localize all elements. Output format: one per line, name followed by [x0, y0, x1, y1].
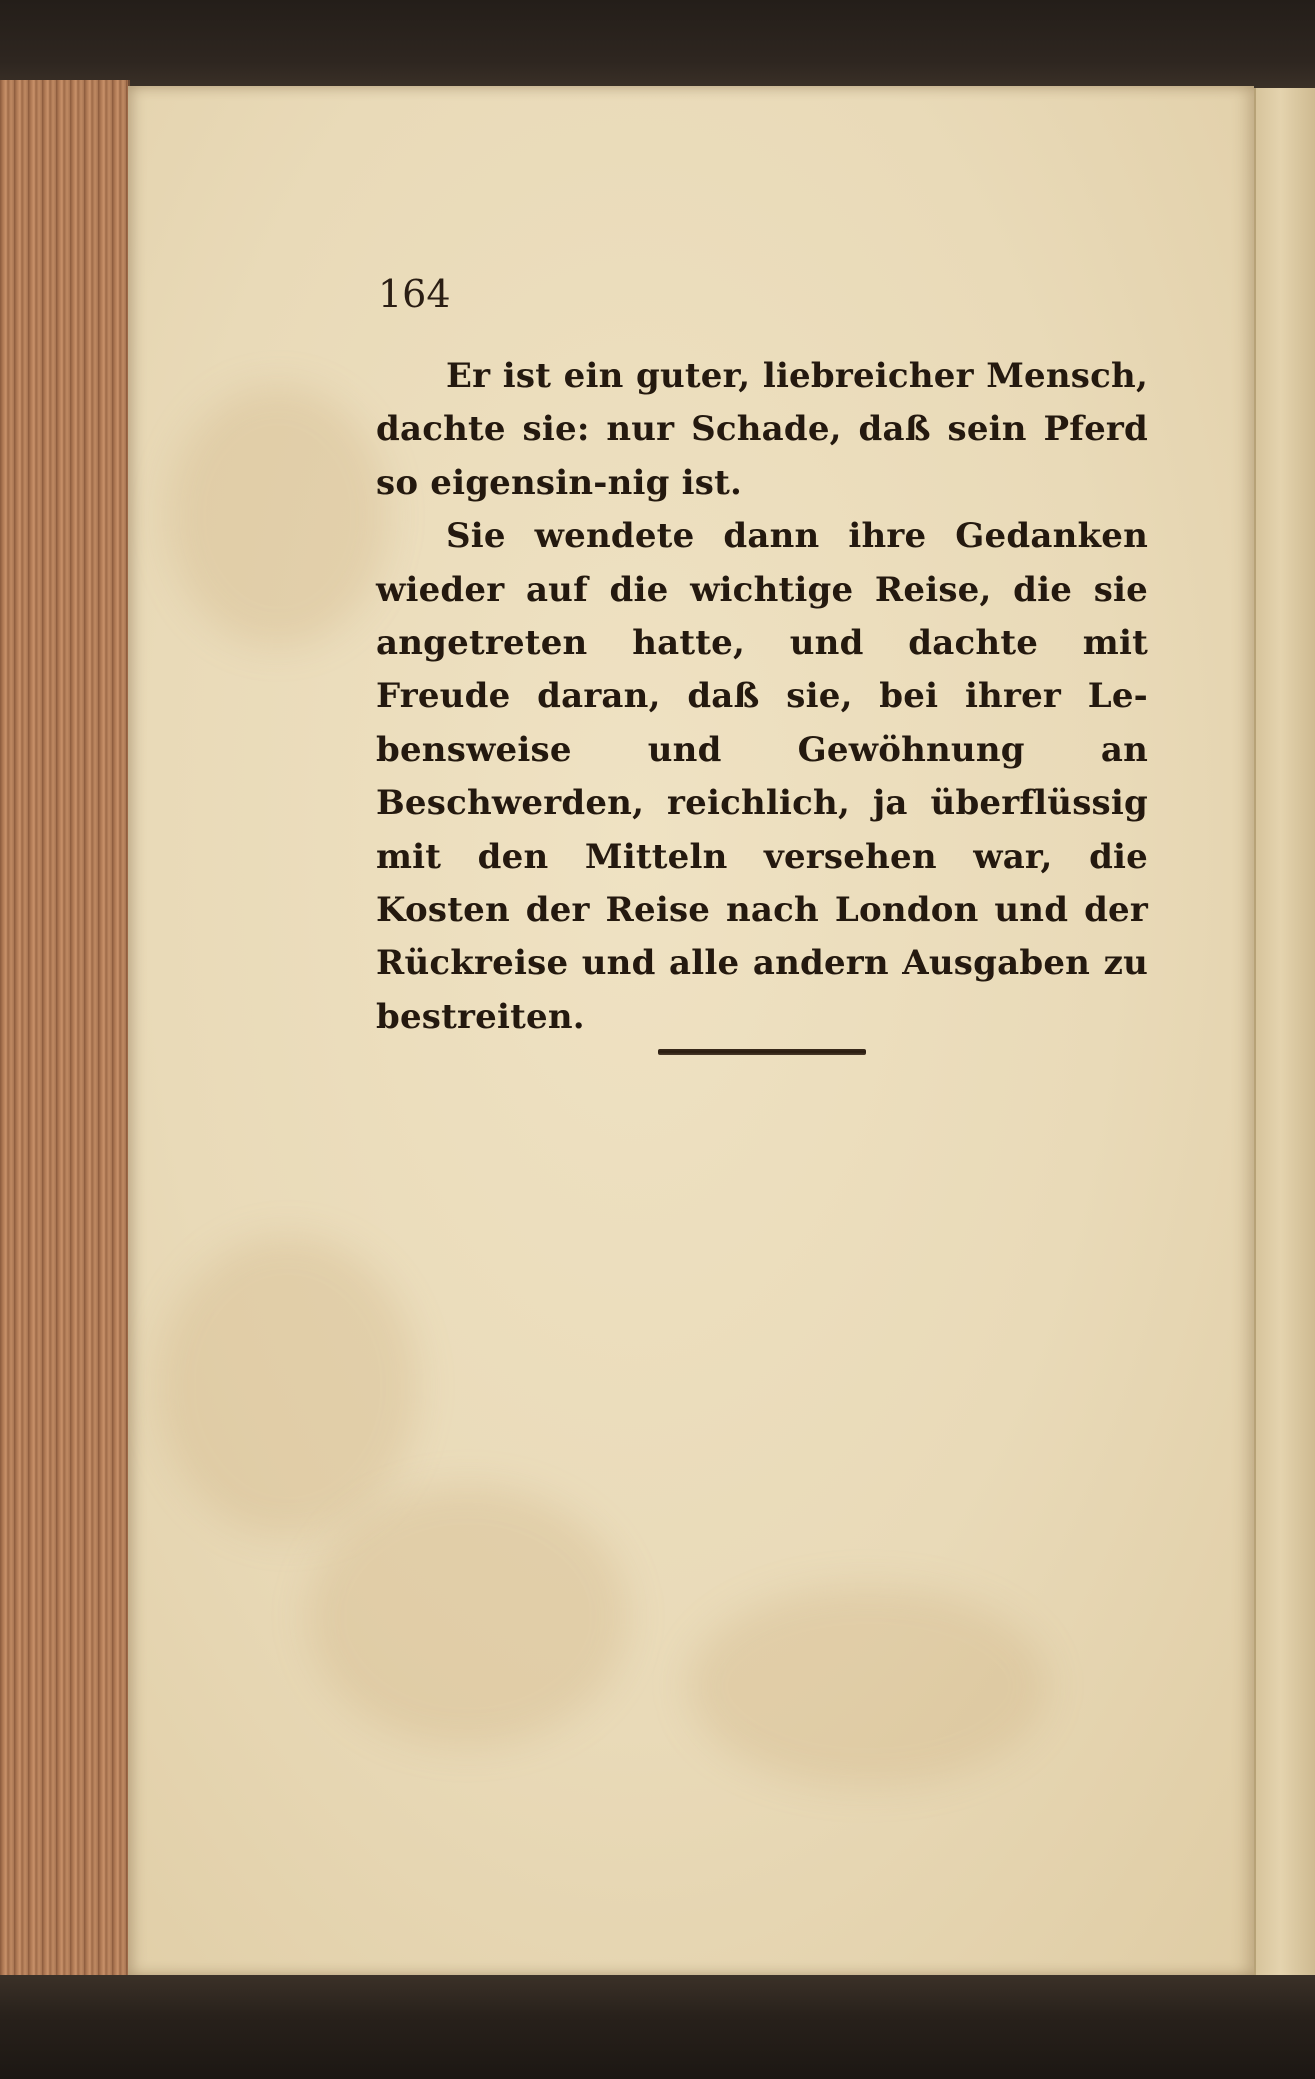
- page-number: 164: [378, 272, 451, 316]
- page-edges: [0, 80, 130, 1980]
- section-end-rule: [658, 1049, 866, 1055]
- paragraph: Er ist ein guter, liebreicher Mensch, dachte sie: nur Schade, daß sein Pferd so eigensin-nig ist.: [376, 356, 1148, 503]
- book-cover-bottom: [0, 1975, 1315, 2079]
- paper-stain: [308, 1486, 628, 1746]
- paper-stain: [168, 386, 388, 646]
- facing-page-edge: [1254, 88, 1315, 1978]
- book-cover-top: [0, 0, 1315, 88]
- paper-stain: [158, 1236, 418, 1536]
- paragraph: Sie wendete dann ihre Gedanken wieder auf die wichtige Reise, die sie angetreten hatte, und dachte mit Freude daran, daß sie, bei ihrer Le-bensweise und Gewöhnung an Beschwerden, reichlich, ja überflüssig mit den Mitteln versehen war, die Kosten der Reise nach London und der Rückreise und alle andern Ausgaben zu bestreiten.: [376, 516, 1148, 1037]
- paper-stain: [688, 1586, 1048, 1786]
- body-text: [376, 350, 1148, 1044]
